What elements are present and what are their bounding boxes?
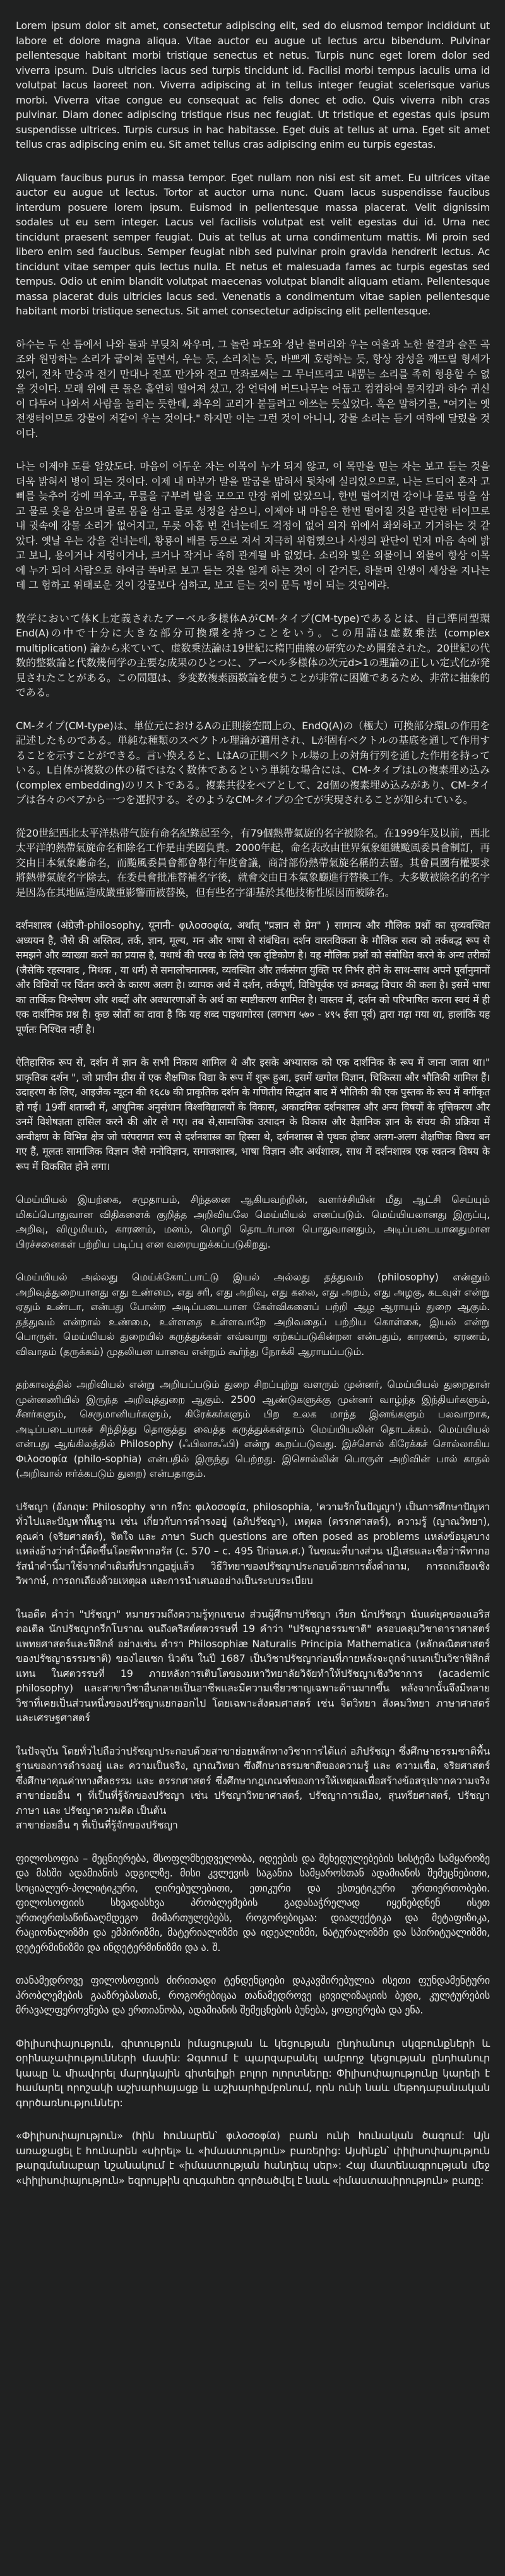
paragraph-tamil-2: மெய்யியல் அல்லது மெய்க்கோட்பாட்டு இயல் அல்லது தத்துவம் (philosophy) என்னும் அறிவுத்துறையானது எது உண்மை, எது சரி, எது அறிவு, எது கலை, எது அறம், எது அழகு, கடவுள் என்று ஏதும் உண்டா, என்பது போன்ற அடிப்படையான கேள்விகளைப் பற்றி ஆழ ஆராயும் துறை ஆகும். தத்துவம் என்றால் உண்மை, உள்ளதை உள்ளவாறே அறிவதைப் பற்றிய கொள்கை, இயல் என்று பொருள். மெய்யியல் துறையில் கருத்துக்கள் எவ்வாறு ஏற்கப்படுகின்றன என்பதும், காரணம், ஏரணம், விவாதம் (தருக்கம்) முதலியன யாவை என்றும் கூர்ந்து நோக்கி ஆராயப்படும். [16, 1271, 490, 1357]
paragraph-armenian-2: «Փիլիսոփայություն» (հին հունարեն՝ φιλοσοφία) բառն ունի հունական ծագում: Այն առաջացել է հունարեն «սիրել» և «իմաստություն» բառերից: Այսինքն՝ փիլիսոփայություն թարգմանաբար նշանակում է «իմաստության հանդեպ սեր»: Հայ մատենագրության մեջ «փիլիսոփայություն» եզրույթին զուգահեռ գործածվել է նաև «իմաստասիրություն» բառը: [16, 2130, 490, 2186]
paragraph-japanese-2: CM-タイプ(CM-type)は、単位元におけるAの正則接空間上の、EndQ(A)の（極大）可換部分環Lの作用を記述したものである。単純な種類のスペクトル理論が適用され、Lが固有ベクトルの基底を通して作用することを示すことができる。言い換えると、LはAの正則ベクトル場の上の対角行列を通した作用を持っている。L自体が複数の体の積ではなく数体であるという単純な場合には、CM-タイプはLの複素埋め込み(complex embedding)のリストである。複素共役をペアとして、2d個の複素埋め込みがあり、CM-タイプは各々のペアから一つを選択する。そのようなCM-タイプの全てが実現されることが知られている。 [16, 719, 490, 806]
paragraph-thai-3: ในปัจจุบัน โดยทั่วไปถือว่าปรัชญาประกอบด้วยสาขาย่อยหลักทางวิชาการได้แก่ อภิปรัชญา ซึ่งศึกษาธรรมชาติพื้นฐานของการดำรงอยู่ และ ความเป็นจริง, ญาณวิทยา ซึ่งศึกษาธรรมชาติของความรู้ และ ความเชื่อ, จริยศาสตร์ ซึ่งศึกษาคุณค่าทางศีลธรรม และ ตรรกศาสตร์ ซึ่งศึกษากฎเกณฑ์ของการให้เหตุผลเพื่อสร้างข้อสรุปจากความจริง สาขาย่อยอื่น ๆ ที่เป็นที่รู้จักของปรัชญา เช่น ปรัชญาวิทยาศาสตร์, ปรัชญาการเมือง, สุนทรียศาสตร์, ปรัชญาภาษา และ ปรัชญาความคิด เป็นต้น [16, 1744, 490, 1816]
paragraph-latin-1: Lorem ipsum dolor sit amet, consectetur adipiscing elit, sed do eiusmod tempor incididunt ut labore et dolore magna aliqua. Vitae auctor eu augue ut lectus arcu bibendum. Pulvinar pellentesque habitant morbi tristique senectus et netus. Turpis nunc eget lorem dolor sed viverra ipsum. Duis ultricies lacus sed turpis tincidunt id. Facilisi morbi tempus iaculis urna id volutpat lacus laoreet non. Viverra adipiscing at in tellus integer feugiat scelerisque varius morbi. Viverra vitae congue eu consequat ac felis donec et odio. Quis viverra nibh cras pulvinar. Diam donec adipiscing tristique risus nec feugiat. Ut tristique et egestas quis ipsum suspendisse ultrices. Turpis cursus in hac habitasse. Eget duis at tellus at urna. Eget sit amet tellus cras adipiscing enim eu. Sit amet tellus cras adipiscing enim eu turpis egestas. [16, 20, 490, 150]
paragraph-korean-2: 나는 이제야 도를 알았도다. 마음이 어두운 자는 이목이 누가 되지 않고, 이 목만을 믿는 자는 보고 듣는 것을 더욱 밝혀서 병이 되는 것이다. 이제 내 마부가 발을 말굽을 밟혀서 뒷차에 실리었으므로, 나는 드디어 혼자 고삐를 늦추어 강에 띄우고, 무릎을 구부려 발을 모으고 안장 위에 앉았으니, 한번 떨어지면 강이나 물로 땅을 삼고 물로 옷을 삼으며 물로 몸을 삼고 물로 성정을 삼으니, 이제야 내 마음은 한번 떨어질 것을 판단한 터이므로 내 귓속에 강물 소리가 없어지고, 무릇 아홉 번 건너는데도 걱정이 없어 의자 위에서 좌와하고 기거하는 것 같았다. 옛날 우는 강을 건너는데, 황룡이 배를 등으로 져서 지극히 위험했으나 사생의 판단이 먼저 마음 속에 밝고 보니, 용이거나 지렁이거나, 크거나 작거나 족히 관계될 바 없었다. 소리와 빛은 외물이니 외물이 항상 이목에 누가 되어 사람으로 하여금 똑바로 보고 듣는 것을 잃게 하는 것이 이 같거든, 하물며 인생이 세상을 지나는 데 그 험하고 위태로운 것이 강물보다 심하고, 보고 듣는 것이 문득 병이 되는 것임에랴. [16, 460, 490, 591]
paragraph-chinese-1: 從20世紀西北太平洋热带气旋有命名紀錄起至今，有79個熱帶氣旋的名字被除名。在1999年及以前，西北太平洋的熱帶氣旋命名和除名工作是由美國負責。2000年起，命名表改由世界氣象組織颱風委員會制訂，再交由日本氣象廳命名，而颱風委員會都會舉行年度會議，商討部份熱帶氣旋名稱的去留。其會員國有權要求將熱帶氣旋名字除去，在委員會批准替補名字後，就會交由日本氣象廳進行替換工作。大多數被除名的名字是因為在其地區造成嚴重影響而被替換，但有些名字卻基於其他技術性原因而被除名。 [16, 826, 490, 898]
paragraph-thai-1: ปรัชญา (อังกฤษ: Philosophy จาก กรีก: φιλοσοφία, philosophia, 'ความรักในปัญญา') เป็นการศึกษาปัญหาทั่วไปและปัญหาพื้นฐาน เช่น เกี่ยวกับการดำรงอยู่ (อภิปรัชญา), เหตุผล (ตรรกศาสตร์), ความรู้ (ญาณวิทยา), คุณค่า (จริยศาสตร์), จิตใจ และ ภาษา Such questions are often posed as problems แหล่งข้อมูลบางแหล่งอ้างว่าคำนี้คิดขึ้นโดยพีทากอรัส (c. 570 – c. 495 ปีก่อนค.ศ.) ในขณะที่บางส่วน ปฏิเสธและเชื่อว่าพีทากอรัสนำคำนี้มาใช้จากคำเดิมที่ปรากฏอยู่แล้ว วิธีวิทยาของปรัชญาประกอบด้วยการตั้งคำถาม, การถกเถียงเชิงวิพากษ์, การถกเถียงด้วยเหตุผล และการนำเสนออย่างเป็นระบบระเบียบ [16, 1500, 490, 1587]
paragraph-korean-1: 하수는 두 산 틈에서 나와 돌과 부딪쳐 싸우며, 그 놀란 파도와 성난 물머리와 우는 여울과 노한 물결과 슬픈 곡조와 원망하는 소리가 굽이쳐 돌면서, 우는 듯, 소리치는 듯, 바쁘게 호령하는 듯, 항상 장성을 깨뜨릴 형세가 있어, 전차 만승과 전기 만대나 전포 만가와 전고 만좌로써는 그 무너뜨리고 내뿜는 소리를 족히 형용할 수 없을 것이다. 모래 위에 큰 돌은 홀연히 떨어져 섰고, 강 언덕에 버드나무는 어둡고 컴컴하여 물지킴과 하수 귀신이 다투어 나와서 사람을 놀리는 듯한데, 좌우의 교리가 붙들려고 애쓰는 듯싶었다. 혹은 말하기를, "여기는 옛 전쟁터이므로 강물이 저같이 우는 것이다." 하지만 이는 그런 것이 아니니, 강물 소리는 듣기 여하에 달렸을 것이다. [16, 338, 490, 439]
paragraph-thai-3-continuation: สาขาย่อยอื่น ๆ ที่เป็นที่รู้จักของปรัชญา [16, 1819, 178, 1831]
paragraph-georgian-1: ფილოსოფია – მეცნიერება, მსოფლმხედველობა, იდეების და შეხედულებების სისტემა სამყაროზე და მასში ადამიანის ადგილზე. მისი კვლევის საგანია სამყაროსთან ადამიანის შემეცნებითი, სოციალურ-პოლიტიკური, ღირებულებითი, ეთიკური და ესთეტიკური ურთიერთობები. ფილოსოფიის სხვადასხვა პრობლემების გადასაჭრელად იყენებდნენ ისეთ ურთიერთსაწინააღმდეგო მიმართულებებს, როგორებიცაა: დიალექტიკა და მეტაფიზიკა, რაციონალიზმი და ემპირიზმი, მატერიალიზმი და იდეალიზმი, ნატურალიზმი და სპირიტუალიზმი, დეტერმინიზმი და ინდეტერმინიზმი და ა. შ. [16, 1852, 490, 1953]
paragraph-latin-2: Aliquam faucibus purus in massa tempor. Eget nullam non nisi est sit amet. Eu ultrices vitae auctor eu augue ut lectus. Tortor at auctor urna nunc. Quam lacus suspendisse faucibus interdum posuere lorem ipsum. Euismod in pellentesque massa placerat. Velit dignissim sodales ut eu sem integer. Lacus vel facilisis volutpat est velit egestas dui id. Urna nec tincidunt praesent semper feugiat. Duis at tellus at urna condimentum mattis. Mi proin sed libero enim sed faucibus. Semper feugiat nibh sed pulvinar proin gravida hendrerit lectus. Ac tincidunt vitae semper quis lectus nulla. Et netus et malesuada fames ac turpis egestas sed tempus. Odio ut enim blandit volutpat maecenas volutpat blandit aliquam etiam. Pellentesque massa placerat duis ultricies lacus sed. Venenatis a condimentum vitae sapien pellentesque habitant morbi tristique senectus. Sit amet consectetur adipiscing elit pellentesque. [16, 171, 490, 317]
paragraph-thai-2: ในอดีต คำว่า "ปรัชญา" หมายรวมถึงความรู้ทุกแขนง ส่วนผู้ศึกษาปรัชญา เรียก นักปรัชญา นับแต่ยุคของแอริสตอเติล นักปรัชญากรีกโบราณ จนถึงคริสต์ศตวรรษที่ 19 คำว่า "ปรัชญาธรรมชาติ" ครอบคลุมวิชาดาราศาสตร์ แพทยศาสตร์และฟิสิกส์ อย่างเช่น ตำรา Philosophiæ Naturalis Principia Mathematica (หลักคณิตศาสตร์ของปรัชญาธรรมชาติ) ของไอแซก นิวตัน ในปี 1687 เป็นวิชาปรัชญาก่อนที่ภายหลังจะถูกจำแนกเป็นวิชาฟิสิกส์แทน ในศตวรรษที่ 19 ภายหลังการเติบโตของมหาวิทยาลัยวิจัยทำให้ปรัชญาเชิงวิชาการ (academic philosophy) และสาขาวิชาอื่นกลายเป็นอาชีพและมีความเชี่ยวชาญเฉพาะด้านมากขึ้น หลังจากนั้นจึงมีหลายวิชาที่เคยเป็นส่วนหนึ่งของปรัชญาแยกออกไป โดยเฉพาะสังคมศาสตร์ เช่น จิตวิทยา สังคมวิทยา ภาษาศาสตร์ และเศรษฐศาสตร์ [16, 1607, 490, 1724]
paragraph-georgian-2: თანამედროვე ფილოსოფიის ძირითადი ტენდენციები დაკავშირებულია ისეთი ფუნდამენტური პრობლემების გააზრებასთან, როგორებიცაა თანამედროვე ცივილიზაციის ბედი, კულტურების მრავალფეროვნება და ერთიანობა, ადამიანის შემეცნების ბუნება, ყოფიერება და ენა. [16, 1974, 490, 2016]
paragraph-japanese-1: 数学において体K上定義されたアーベル多様体AがCM-タイプ(CM-type)であるとは、自己準同型環 End(A)の中で十分に大きな部分可換環を持つことをいう。この用語は虚数乗法 (complex multiplication) 論から来ていて、虚数乗法論は19世紀に楕円曲線の研究のため開発された。20世紀の代数的整数論と代数幾何学の主要な成果のひとつに、アーベル多様体の次元d>1の理論の正しい定式化が発見されたことがある。この問題は、多変数複素函数論を使うことが非常に困難であるため、非常に抽象的である。 [16, 612, 490, 698]
paragraph-hindi-1: दर्शनशास्त्र (अंग्रेज़ी-philosophy, यूनानी- φιλοσοφία, अर्थात् "प्रज्ञान से प्रेम" ) सामान्य और मौलिक प्रश्नों का सुव्यवस्थित अध्ययन है, जैसे की अस्तित्व, तर्क, ज्ञान, मूल्य, मन और भाषा से संबंधित। दर्शन वास्तविकता के मौलिक सत्य को तर्कबद्ध रूप से समझने और व्याख्या करने का प्रयास है, यथार्थ की परख के लिये एक दृष्टिकोण है। यह मौलिक प्रश्नों को संबोधित करने के अन्य तरीकों (जैसेकि रहस्यवाद , मिथक , या धर्म) से समालोचनात्मक, व्यवस्थित और तर्कसंगत युक्ति पर निर्भर होने के साथ-साथ अपने पूर्वानुमानों और विधियों पर चिंतन करने के कारण अलग है। व्यापक अर्थ में दर्शन, तर्कपूर्ण, विधिपूर्वक एवं क्रमबद्ध विचार की कला है। इसमें भाषा का तार्किक विश्लेषण और शब्दों और अवधारणाओं के अर्थ का स्पष्टीकरण शामिल है। वास्तव में, दर्शन को परिभाषित करना स्वयं में ही एक दार्शनिक प्रश्न है। कुछ स्रोतों का दावा है कि यह शब्द पाइथागोरस (लगभग ५७० - ४९५ ईसा पूर्व) द्वारा गढ़ा गया था, हालांकि यह पूर्णतः निश्चित नहीं है। [16, 919, 490, 1035]
paragraph-tamil-3: தற்காலத்தில் அறிவியல் என்று அறியப்படும் துறை சிறப்புற்று வளரும் முன்னர், மெய்யியல் துறைதான் முன்னணியில் இருந்த அறிவுத்துறை ஆகும். 2500 ஆண்டுகளுக்கு முன்னர் வாழ்ந்த இந்தியர்களும், சீனர்களும், செருமானியர்களும், கிரேக்கர்களும் பிற உலக மாந்த இனங்களும் பலவாறாக, அடிப்படையாகச் சிந்தித்து தொகுத்து வைத்த கருத்துக்கள்தாம் மெய்யியலின் தொடக்கம். மெய்யியல் என்பது ஆங்கிலத்தில் Philosophy (ஃபிலாசஃபி) என்று கூறப்படுவது. இச்சொல் கிரேக்கச் சொல்லாகிய Φιλοσοφία (philo-sophia) என்பதில் இருந்து பெற்றது. இசொல்லின் பொருள் அறிவின் பால் காதல் (அறிவால் ஈர்க்கபடும் துறை) என்பதாகும். [16, 1378, 490, 1479]
paragraph-armenian-1: Փիլիսոփայություն, գիտություն իմացության և կեցության ընդհանուր սկզբունքների և օրինաչափությունների մասին: Ձգտում է պարզաբանել ամբողջ կեցության ընդհանուր կապը և միավորել մարդկային գիտելիքի բոլոր ոլորտները: Փիլիսոփայությունը կարելի է համարել որոշակի աշխարհայացք և աշխարհըմբռնում, որն ունի նաև մեթոդաբանական գործառնություններ: [16, 2037, 490, 2109]
paragraph-tamil-1: மெய்யியல் இயற்கை, சமுதாயம், சிந்தனை ஆகியவற்றின், வளர்ச்சியின் மீது ஆட்சி செய்யும் மிகப்பொதுவான விதிகளைக் குறித்த அறிவியலே மெய்யியல் எனப்படும். மெய்யியலானது இருப்பு, அறிவு, விழுமியம், காரணம், மனம், மொழி தொடர்பான பொதுவானதும், அடிப்படையானதுமான பிரச்சனைகள் பற்றிய படிப்பு என வரையறுக்கப்படுகிறது. [16, 1193, 490, 1250]
paragraph-hindi-2: ऐतिहासिक रूप से, दर्शन में ज्ञान के सभी निकाय शामिल थे और इसके अभ्यासक को एक दार्शनिक के रूप में जाना जाता था।" प्राकृतिक दर्शन ", जो प्राचीन ग्रीस में एक शैक्षणिक विद्या के रूप में शुरू हुआ, इसमें खगोल विज्ञान, चिकित्सा और भौतिकी शामिल हैं। उदाहरण के लिए, आइजैक न्यूटन की १६८७ की प्राकृतिक दर्शन के गणितीय सिद्धांत बाद में भौतिकी की एक पुस्तक के रूप में वर्गीकृत हो गई। 19वीं शताब्दी में, आधुनिक अनुसंधान विश्वविद्यालयों के विकास, अकादमिक दर्शनशास्त्र और अन्य विषयों के वृत्तिकरण और उनमें विशेषज्ञता हासिल करने की ओर ले गए। तब से,सामाजिक उत्पादन के विकास और वैज्ञानिक ज्ञान के संचय की प्रक्रिया में अन्वीक्षण के विभिन्न क्षेत्र जो परंपरागत रूप से दर्शनशास्त्र का हिस्सा थे, दर्शनशास्त्र से पृथक होकर अलग-अलग शैक्षणिक विषय बन गए हैं, मूलतः सामाजिक विज्ञान जैसे मनोविज्ञान, समाजशास्त्र, भाषा विज्ञान और अर्थशास्त्र, साथ में दर्शनशास्त्र एक स्वतन्त्र विषय के रूप में विकसित होने लगा। [16, 1056, 490, 1172]
